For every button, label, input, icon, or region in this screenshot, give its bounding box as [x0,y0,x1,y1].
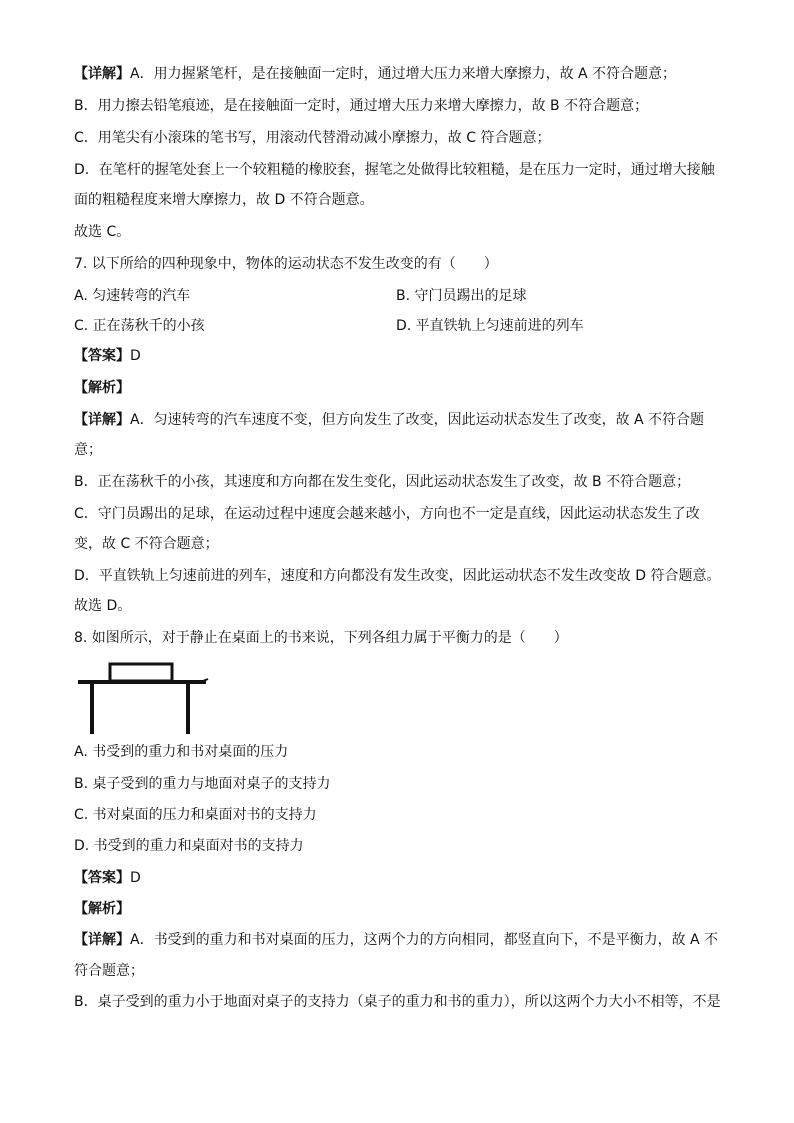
q7-option-d: D. 平直铁轨上匀速前进的列车 [396,318,584,334]
q7-detail-line-d: D．平直铁轨上匀速前进的列车，速度和方向都没有发生改变，因此运动状态不发生改变故 D 符合题意。 [74,568,721,584]
detail-tag: 【详解】 [74,412,130,428]
q7-analysis-tag: 【解析】 [74,380,130,396]
q8-detail-line-a1: 【详解】A．书受到的重力和书对桌面的压力，这两个力的方向相同，都竖直向下，不是平衡力，故 A 不 [74,932,719,948]
q7-detail-line-c1: C．守门员踢出的足球，在运动过程中速度会越来越小，方向也不一定是直线，因此运动状态发生了改 [74,506,700,522]
table-edge-mark [203,679,208,681]
book-on-table-figure [76,660,210,736]
q8-option-d: D. 书受到的重力和桌面对书的支持力 [74,838,304,854]
q8-detail-line-b: B．桌子受到的重力小于地面对桌子的支持力（桌子的重力和书的重力），所以这两个力大小不相等，不是 [74,994,721,1010]
q8-option-a: A. 书受到的重力和书对桌面的压力 [74,744,289,760]
q7-detail-line-a1: 【详解】A．匀速转弯的汽车速度不变，但方向发生了改变，因此运动状态发生了改变，故 A 不符合题 [74,412,705,428]
detail-tag: 【详解】 [74,932,130,948]
q6-detail-line-d2: 面的粗糙程度来增大摩擦力，故 D 不符合题意。 [74,192,374,208]
q7-option-c: C. 正在荡秋千的小孩 [74,318,205,334]
book-shape [110,664,172,681]
q7-conclusion: 故选 D。 [74,598,132,614]
q7-stem: 7. 以下所给的四种现象中，物体的运动状态不发生改变的有（ ） [74,256,498,272]
answer-value: D [130,870,141,886]
q8-option-b: B. 桌子受到的重力与地面对桌子的支持力 [74,776,331,792]
q6-detail-line-c: C．用笔尖有小滚珠的笔书写，用滚动代替滑动减小摩擦力，故 C 符合题意； [74,130,551,146]
q7-detail-line-b: B．正在荡秋千的小孩，其速度和方向都在发生变化，因此运动状态发生了改变，故 B 不符合题意； [74,474,691,490]
q6-detail-line-d1: D．在笔杆的握笔处套上一个较粗糙的橡胶套，握笔之处做得比较粗糙，是在压力一定时，通过增大接触 [74,162,715,178]
q8-stem: 8. 如图所示，对于静止在桌面上的书来说，下列各组力属于平衡力的是（ ） [74,630,568,646]
detail-tag: 【详解】 [74,66,130,82]
q7-option-a: A. 匀速转弯的汽车 [74,288,191,304]
answer-value: D [130,348,141,364]
q8-analysis-tag: 【解析】 [74,901,130,917]
answer-tag: 【答案】 [74,348,130,364]
q7-detail-line-c2: 变，故 C 不符合题意； [74,536,219,552]
answer-tag: 【答案】 [74,870,130,886]
q7-detail-line-a2: 意； [74,442,102,458]
q6-conclusion: 故选 C。 [74,224,131,240]
q8-detail-line-a2: 符合题意； [74,963,144,979]
q6-detail-line-a: 【详解】A．用力握紧笔杆，是在接触面一定时，通过增大压力来增大摩擦力，故 A 不符合题意； [74,66,677,82]
q8-answer [74,868,141,888]
q7-answer [74,346,141,366]
q6-detail-line-b: B．用力擦去铅笔痕迹，是在接触面一定时，通过增大压力来增大摩擦力，故 B 不符合题意； [74,98,649,114]
q7-option-b: B. 守门员踢出的足球 [396,288,527,304]
q8-option-c: C. 书对桌面的压力和桌面对书的支持力 [74,807,317,823]
